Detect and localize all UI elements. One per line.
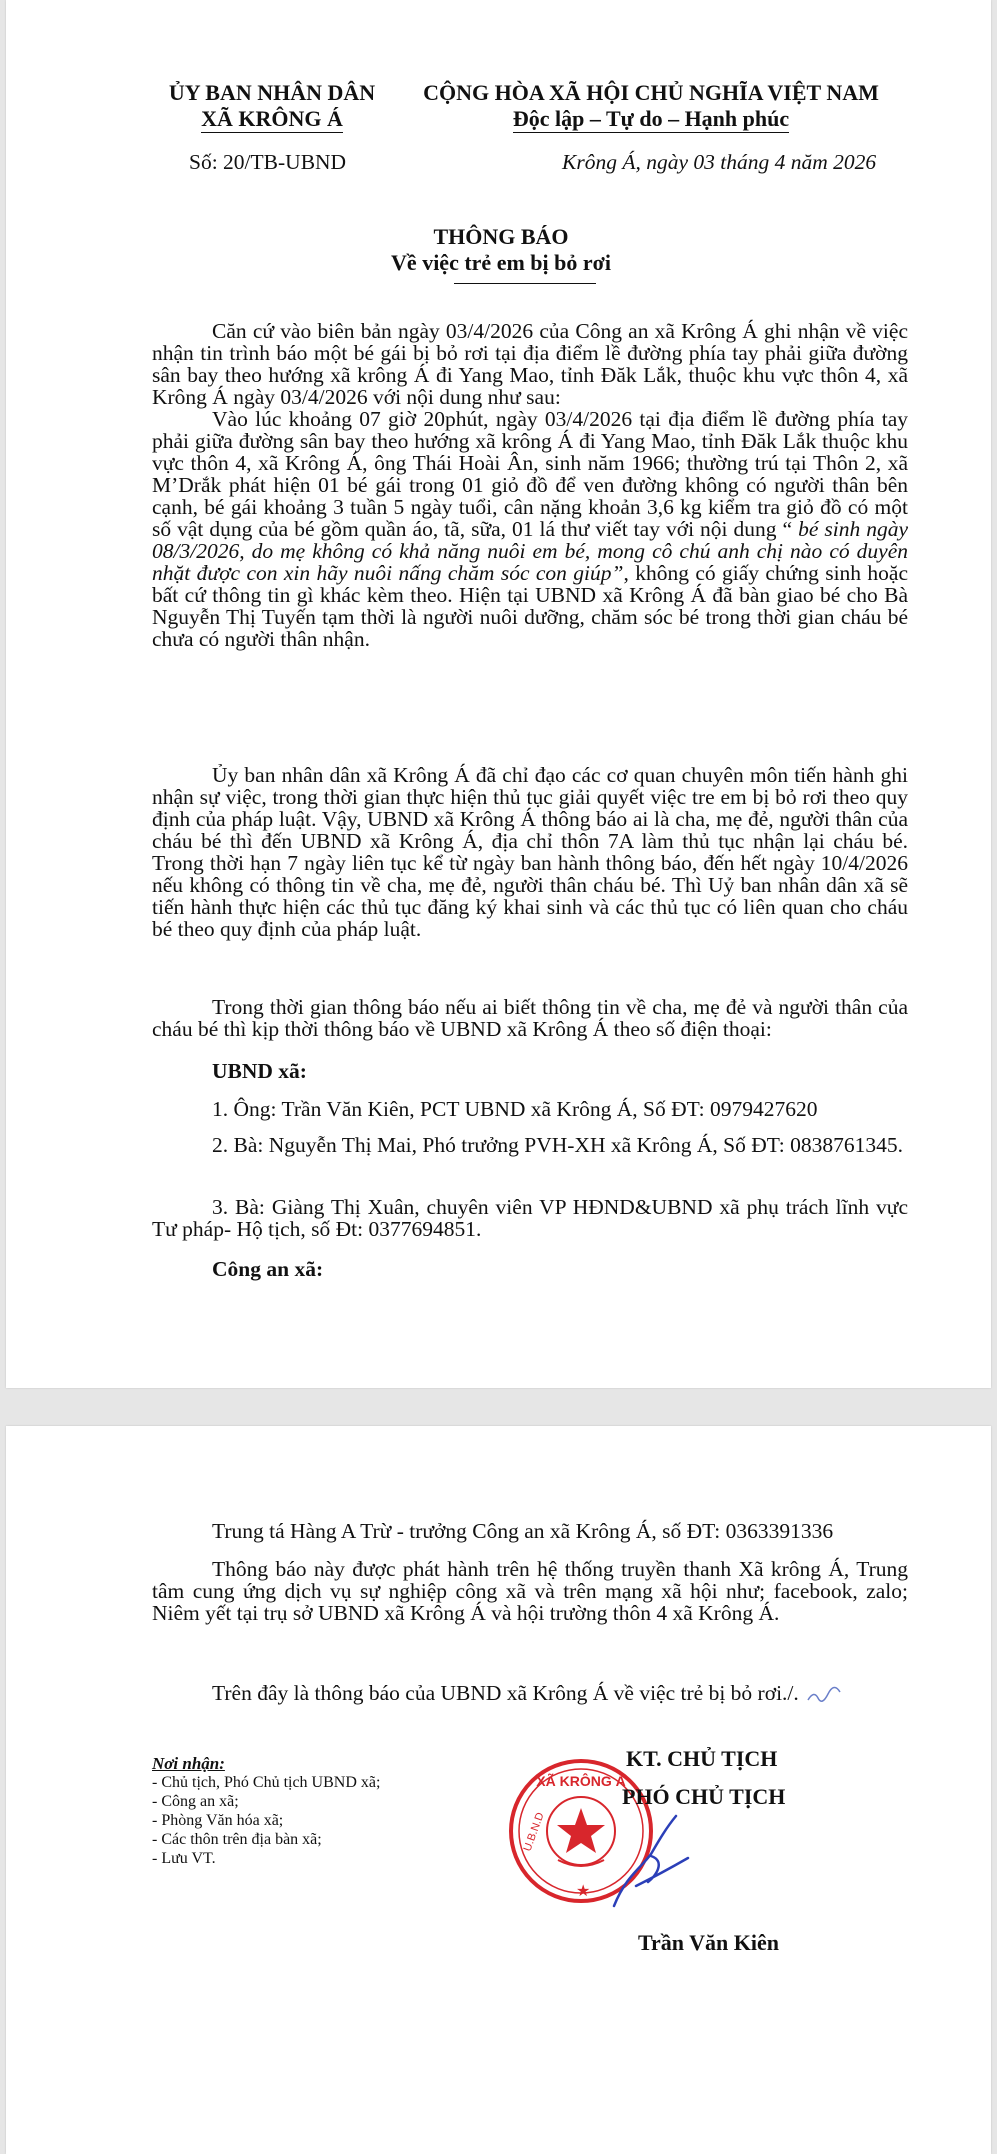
- agency-name: ỦY BAN NHÂN DÂN: [168, 80, 376, 105]
- title-underline: [454, 283, 596, 284]
- document-number: Số: 20/TB-UBND: [189, 150, 347, 174]
- nation-name: CỘNG HÒA XÃ HỘI CHỦ NGHĨA VIỆT NAM: [423, 80, 879, 105]
- commune-name: XÃ KRÔNG Á: [201, 106, 343, 131]
- letter-quote: bé sinh ngày 08/3/2026, do mẹ không có khả năng nuôi em bé, mong cô chú anh chị nào có duyên nhặt được con xin hãy nuôi nấng chăm sóc con giúp”: [152, 517, 908, 585]
- sign-role-1: KT. CHỦ TỊCH: [626, 1746, 778, 1771]
- initial-mark-icon: [804, 1686, 844, 1704]
- nation-block: [416, 80, 886, 133]
- agency-block: [152, 80, 392, 133]
- recipients-block: [152, 1754, 380, 1868]
- recipients-title: Nơi nhận:: [152, 1754, 225, 1773]
- paragraph-contact-intro: Trong thời gian thông báo nếu ai biết thông tin về cha, mẹ đẻ và người thân của cháu bé thì kịp thời thông báo về UBND xã Krông Á theo số điện thoại:: [152, 995, 908, 1041]
- contact-2: 2. Bà: Nguyễn Thị Mai, Phó trưởng PVH-XH xã Krông Á, Số ĐT: 0838761345.: [212, 1133, 904, 1157]
- nation-motto: Độc lập – Tự do – Hạnh phúc: [512, 106, 790, 131]
- incident-text: Vào lúc khoảng 07 giờ 20phút, ngày 03/4/2026 tại địa điểm lề đường phía tay phải giữa đường sân bay theo hướng xã krông Á đi Yang Mao, tỉnh Đăk Lắk thuộc khu vực thôn 4, xã Krông Á, ông Thái Hoài Ân, sinh năm 1966; thường trú tại Thôn 2, xã M’Drắk phát hiện 01 bé gái trong 01 giỏ đồ để ven đường không có người thân bên cạnh, bé gái khoảng 3 tuần 5 ngày tuổi, cân nặng khoản 3,6 kg kiểm tra giỏ đồ có một số vật dụng của bé gồm quần áo, tã, sữa, 01 lá thư viết tay với nội dung “: [152, 407, 908, 541]
- closing-text: Trên đây là thông báo của UBND xã Krông Á về việc trẻ bị bỏ rơi./.: [212, 1681, 799, 1705]
- recipient-item: - Lưu VT.: [152, 1850, 216, 1867]
- recipient-item: - Các thôn trên địa bàn xã;: [152, 1831, 322, 1848]
- recipient-item: - Công an xã;: [152, 1793, 239, 1810]
- contact-1: 1. Ông: Trần Văn Kiên, PCT UBND xã Krông Á, Số ĐT: 0979427620: [212, 1097, 818, 1121]
- document-page-1: [6, 0, 991, 1388]
- police-contact: Trung tá Hàng A Trừ - trưởng Công an xã Krông Á, số ĐT: 0363391336: [212, 1519, 834, 1543]
- notice-subject: [306, 250, 696, 276]
- document-page-2: [6, 1426, 991, 2154]
- signer-name: Trần Văn Kiên: [638, 1930, 779, 1955]
- recipient-item: - Chủ tịch, Phó Chủ tịch UBND xã;: [152, 1774, 381, 1791]
- place-date: Krông Á, ngày 03 tháng 4 năm 2026: [562, 150, 877, 174]
- recipient-item: - Phòng Văn hóa xã;: [152, 1812, 284, 1829]
- handwritten-signature: [596, 1806, 746, 1916]
- paragraph-basis: Căn cứ vào biên bản ngày 03/4/2026 của Công an xã Krông Á ghi nhận về việc nhận tin trình báo một bé gái bị bỏ rơi tại địa điểm lề đường phía tay phải giữa đường sân bay theo hướng xã krông Á đi Yang Mao, tỉnh Đăk Lắk, thuộc khu vực thôn 4, xã Krông Á ngày 03/4/2026 với nội dung như sau:: [152, 319, 908, 409]
- contact-3: 3. Bà: Giàng Thị Xuân, chuyên viên VP HĐND&UBND xã phụ trách lĩnh vực Tư pháp- Hộ tịch, số Đt: 0377694851.: [152, 1195, 908, 1241]
- notice-subject-text: Về việc trẻ em bị bỏ rơi: [391, 250, 611, 275]
- seal-ring-text: U.B.N.D: [521, 1811, 547, 1854]
- sign-role-2: PHÓ CHỦ TỊCH: [622, 1784, 786, 1809]
- ubnd-contacts-label: UBND xã:: [212, 1059, 307, 1083]
- police-contacts-label: Công an xã:: [212, 1257, 324, 1281]
- incident-text-cont: , không có giấy chứng sinh hoặc bất cứ thông tin gì khác kèm theo. Hiện tại UBND xã Krông Á đã bàn giao bé cho Bà Nguyễn Thị Tuyến tạm thời là người nuôi dưỡng, chăm sóc bé trong thời gian cháu bé chưa có người thân nhận.: [152, 561, 909, 651]
- paragraph-incident: [152, 408, 908, 650]
- seal-star: ★: [576, 1883, 591, 1900]
- paragraph-closing: [212, 1682, 844, 1704]
- seal-text: XÃ KRÔNG Á: [536, 1773, 626, 1789]
- paragraph-directive: Ủy ban nhân dân xã Krông Á đã chỉ đạo các cơ quan chuyên môn tiến hành ghi nhận sự việc, trong thời gian thực hiện thủ tục giải quyết việc tre em bị bỏ rơi theo quy định của pháp luật. Vậy, UBND xã Krông Á thông báo ai là cha, mẹ đẻ, người thân của cháu bé thì đến UBND xã Krông Á, địa chỉ thôn 7A làm thủ tục nhận lại cháu bé. Trong thời hạn 7 ngày liên tục kể từ ngày ban hành thông báo, đến hết ngày 10/4/2026 nếu không có thông tin về cha, mẹ đẻ, người thân cháu bé. Thì Uỷ ban nhân dân xã sẽ tiến hành thực hiện các thủ tục đăng ký khai sinh và các thủ tục có liên quan cho cháu bé theo quy định của pháp luật.: [152, 763, 908, 941]
- notice-title: THÔNG BÁO: [433, 224, 569, 249]
- paragraph-publication: Thông báo này được phát hành trên hệ thống truyền thanh Xã krông Á, Trung tâm cung ứng dịch vụ sự nghiệp công xã và trên mạng xã hội như; facebook, zalo; Niêm yết tại trụ sở UBND xã Krông Á và hội trường thôn 4 xã Krông Á.: [152, 1557, 908, 1625]
